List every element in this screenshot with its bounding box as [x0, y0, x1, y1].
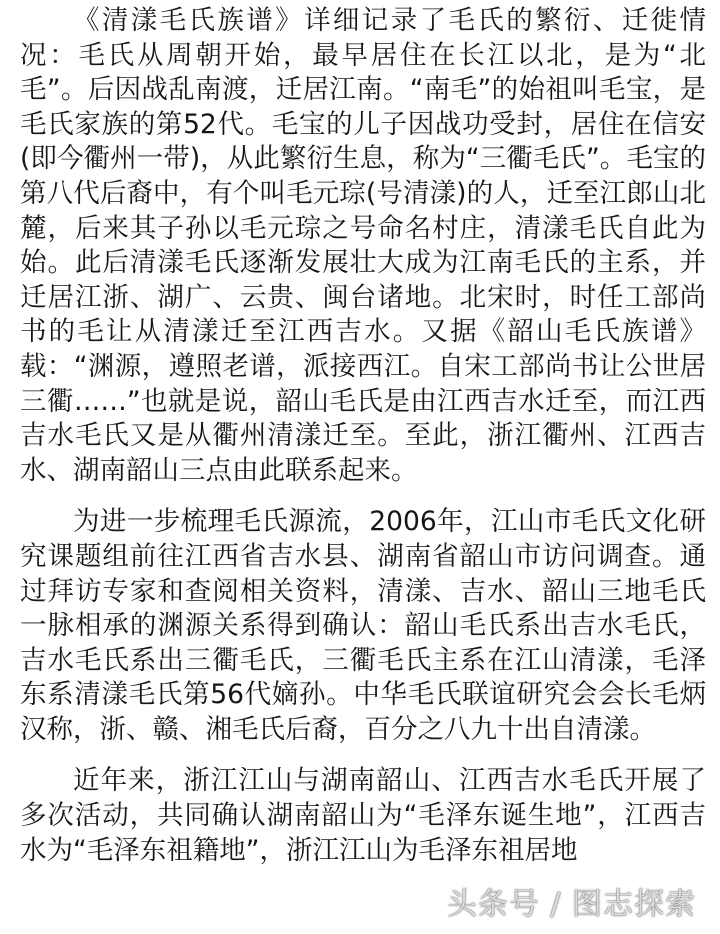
paragraph-genealogy: 《清漾毛氏族谱》详细记录了毛氏的繁衍、迁徙情况：毛氏从周朝开始，最早居住在长江以北，是为“北毛”。后因战乱南渡，迁居江南。“南毛”的始祖叫毛宝，是毛氏家族的第52代。毛宝的儿子因战功受封，居住在信安(即今衢州一带)，从此繁衍生息，称为“三衢毛氏”。毛宝的第八代后裔中，有个叫毛元琮(号清漾)的人，迁至江郎山北麓，后来其子孙以毛元琮之号命名村庄，清漾毛氏自此为始。此后清漾毛氏逐渐发展壮大成为江南毛氏的主系，并迁居江浙、湖广、云贵、闽台诸地。北宋时，时任工部尚书的毛让从清漾迁至江西吉水。又据《韶山毛氏族谱》载：“渊源，遵照老谱，派接西江。自宋工部尚书让公世居三衢……”也就是说，韶山毛氏是由江西吉水迁至，而江西吉水毛氏又是从衢州清漾迁至。至此，浙江衢州、江西吉水、湖南韶山三点由此联系起来。 [20, 5, 706, 486]
article-body [20, 4, 706, 868]
paragraph-research: 为进一步梳理毛氏源流，2006年，江山市毛氏文化研究课题组前往江西省吉水县、湖南省韶山市访问调查。通过拜访专家和查阅相关资料，清漾、吉水、韶山三地毛氏一脉相承的渊源关系得到确认：韶山毛氏系出吉水毛氏，吉水毛氏系出三衢毛氏，三衢毛氏主系在江山清漾，毛泽东系清漾毛氏第56代嫡孙。中华毛氏联谊研究会会长毛炳汉称，浙、赣、湘毛氏后裔，百分之八九十出自清漾。 [20, 506, 706, 745]
watermark: 头条号 / 图志探索 [446, 887, 696, 922]
paragraph-recent-activities: 近年来，浙江江山与湖南韶山、江西吉水毛氏开展了多次活动，共同确认湖南韶山为“毛泽东诞生地”，江西吉水为“毛泽东祖籍地”，浙江江山为毛泽东祖居地 [20, 765, 706, 866]
